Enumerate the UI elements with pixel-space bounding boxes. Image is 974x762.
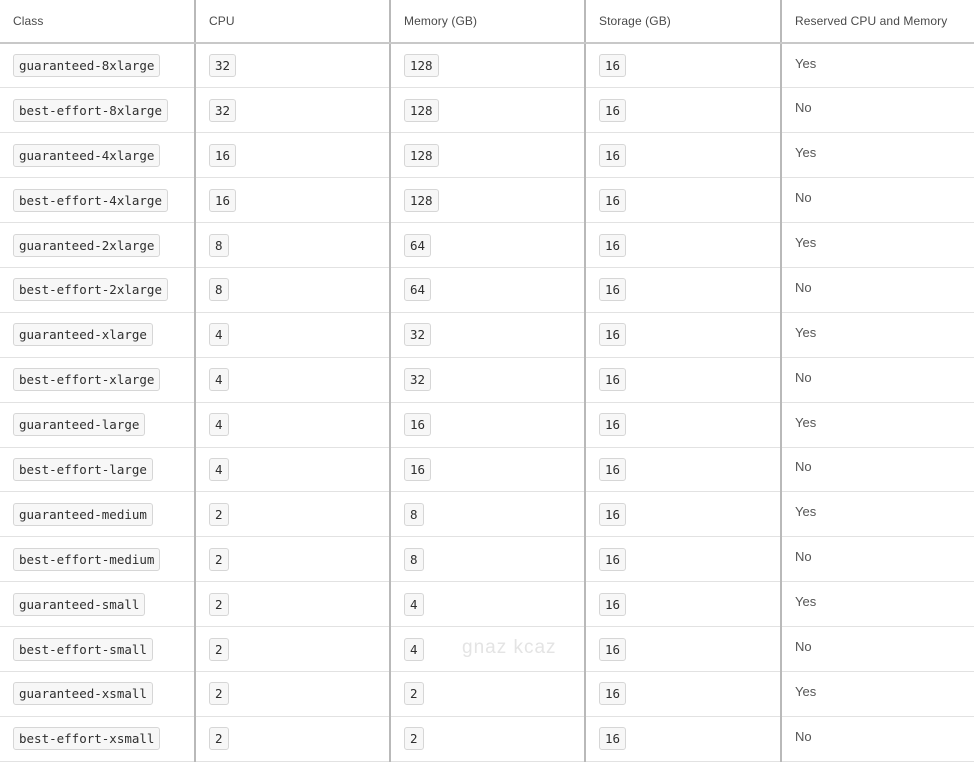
memory-cell xyxy=(390,312,585,357)
storage-value-chip: 16 xyxy=(599,234,626,257)
reserved-value: Yes xyxy=(795,683,817,699)
table-row xyxy=(0,267,974,312)
column-header-storage: Storage (GB) xyxy=(585,0,781,43)
table-row xyxy=(0,447,974,492)
memory-value-chip: 16 xyxy=(404,458,431,481)
reserved-value: Yes xyxy=(795,594,817,610)
memory-value-chip: 2 xyxy=(404,727,424,750)
memory-value-chip: 2 xyxy=(404,682,424,705)
cpu-cell xyxy=(195,447,390,492)
storage-cell xyxy=(585,627,781,672)
reserved-value: Yes xyxy=(795,235,817,250)
cpu-value-chip: 2 xyxy=(209,638,229,661)
memory-cell xyxy=(390,671,585,716)
table-row xyxy=(0,357,974,402)
class-value-chip: best-effort-4xlarge xyxy=(13,189,168,212)
reserved-cell xyxy=(781,312,974,357)
cpu-cell xyxy=(195,671,390,716)
table-row xyxy=(0,43,974,88)
table-row xyxy=(0,627,974,672)
cpu-value-chip: 2 xyxy=(209,593,229,616)
class-value-chip: guaranteed-xsmall xyxy=(13,682,153,705)
storage-value-chip: 16 xyxy=(599,458,626,481)
memory-cell xyxy=(390,223,585,268)
memory-cell xyxy=(390,582,585,627)
cpu-value-chip: 32 xyxy=(209,54,236,77)
memory-value-chip: 8 xyxy=(404,548,424,571)
reserved-cell xyxy=(781,537,974,582)
memory-value-chip: 128 xyxy=(404,144,439,167)
memory-cell xyxy=(390,43,585,88)
reserved-value: Yes xyxy=(795,145,817,161)
table-row xyxy=(0,223,974,268)
cpu-cell xyxy=(195,582,390,627)
memory-cell xyxy=(390,88,585,133)
reserved-value: No xyxy=(795,639,812,655)
class-value-chip: guaranteed-xlarge xyxy=(13,323,153,346)
memory-cell xyxy=(390,537,585,582)
cpu-value-chip: 16 xyxy=(209,144,236,167)
reserved-cell xyxy=(781,671,974,716)
class-cell xyxy=(0,716,195,761)
storage-value-chip: 16 xyxy=(599,99,626,122)
class-value-chip: best-effort-2xlarge xyxy=(13,278,168,301)
column-header-reserved: Reserved CPU and Memory xyxy=(781,0,974,43)
storage-cell xyxy=(585,312,781,357)
class-value-chip: best-effort-small xyxy=(13,638,153,661)
cpu-cell xyxy=(195,267,390,312)
reserved-cell xyxy=(781,178,974,223)
reserved-value: No xyxy=(795,549,812,565)
column-header-class: Class xyxy=(0,0,195,43)
class-cell xyxy=(0,88,195,133)
reserved-value: Yes xyxy=(795,414,817,430)
cpu-cell xyxy=(195,223,390,268)
cpu-value-chip: 4 xyxy=(209,323,229,346)
class-cell xyxy=(0,267,195,312)
table-row xyxy=(0,582,974,627)
memory-cell xyxy=(390,716,585,761)
cpu-value-chip: 8 xyxy=(209,278,229,301)
class-value-chip: guaranteed-2xlarge xyxy=(13,234,160,257)
cpu-value-chip: 2 xyxy=(209,503,229,526)
memory-value-chip: 128 xyxy=(404,189,439,212)
cpu-cell xyxy=(195,357,390,402)
memory-value-chip: 64 xyxy=(404,234,431,257)
reserved-cell xyxy=(781,267,974,312)
class-value-chip: best-effort-xsmall xyxy=(13,727,160,750)
table-row xyxy=(0,88,974,133)
reserved-cell xyxy=(781,716,974,761)
cpu-cell xyxy=(195,492,390,537)
class-value-chip: guaranteed-8xlarge xyxy=(13,54,160,77)
reserved-value: Yes xyxy=(795,324,817,340)
class-cell xyxy=(0,582,195,627)
cpu-cell xyxy=(195,716,390,761)
storage-cell xyxy=(585,447,781,492)
reserved-value: Yes xyxy=(795,504,817,520)
reserved-value: No xyxy=(795,279,812,295)
cpu-cell xyxy=(195,537,390,582)
storage-cell xyxy=(585,178,781,223)
cpu-value-chip: 2 xyxy=(209,727,229,750)
storage-cell xyxy=(585,223,781,268)
reserved-cell xyxy=(781,43,974,88)
storage-cell xyxy=(585,133,781,178)
storage-value-chip: 16 xyxy=(599,638,626,661)
class-value-chip: best-effort-8xlarge xyxy=(13,99,168,122)
class-cell xyxy=(0,133,195,178)
class-value-chip: best-effort-large xyxy=(13,458,153,481)
storage-cell xyxy=(585,43,781,88)
table-row xyxy=(0,671,974,716)
storage-value-chip: 16 xyxy=(599,54,626,77)
memory-value-chip: 128 xyxy=(404,54,439,77)
storage-value-chip: 16 xyxy=(599,413,626,436)
reserved-value: No xyxy=(795,728,812,744)
storage-value-chip: 16 xyxy=(599,189,626,212)
table-row xyxy=(0,402,974,447)
reserved-cell xyxy=(781,223,974,268)
table-header xyxy=(0,0,974,43)
storage-cell xyxy=(585,357,781,402)
class-value-chip: guaranteed-4xlarge xyxy=(13,144,160,167)
cpu-value-chip: 4 xyxy=(209,413,229,436)
class-value-chip: best-effort-medium xyxy=(13,548,160,571)
table-row xyxy=(0,178,974,223)
storage-value-chip: 16 xyxy=(599,503,626,526)
class-cell xyxy=(0,43,195,88)
storage-value-chip: 16 xyxy=(599,593,626,616)
storage-cell xyxy=(585,582,781,627)
header-row xyxy=(0,0,974,43)
memory-value-chip: 16 xyxy=(404,413,431,436)
reserved-cell xyxy=(781,357,974,402)
memory-cell xyxy=(390,267,585,312)
reserved-cell xyxy=(781,492,974,537)
cpu-value-chip: 32 xyxy=(209,99,236,122)
reserved-cell xyxy=(781,88,974,133)
memory-cell xyxy=(390,447,585,492)
memory-cell xyxy=(390,178,585,223)
class-cell xyxy=(0,537,195,582)
table-row xyxy=(0,537,974,582)
memory-cell xyxy=(390,133,585,178)
memory-cell xyxy=(390,627,585,672)
class-cell xyxy=(0,312,195,357)
storage-value-chip: 16 xyxy=(599,682,626,705)
cpu-value-chip: 2 xyxy=(209,682,229,705)
watermark: gnaz kcaz xyxy=(462,637,557,658)
class-cell xyxy=(0,627,195,672)
memory-value-chip: 32 xyxy=(404,323,431,346)
storage-cell xyxy=(585,716,781,761)
memory-value-chip: 128 xyxy=(404,99,439,122)
reserved-value: Yes xyxy=(795,55,817,71)
class-value-chip: best-effort-xlarge xyxy=(13,368,160,391)
memory-value-chip: 4 xyxy=(404,593,424,616)
storage-cell xyxy=(585,492,781,537)
storage-value-chip: 16 xyxy=(599,144,626,167)
cpu-value-chip: 2 xyxy=(209,548,229,571)
cpu-value-chip: 8 xyxy=(209,234,229,257)
storage-cell xyxy=(585,88,781,133)
table-row xyxy=(0,492,974,537)
storage-value-chip: 16 xyxy=(599,278,626,301)
table-row xyxy=(0,312,974,357)
reserved-value: No xyxy=(795,100,812,116)
reserved-value: No xyxy=(795,369,812,385)
storage-value-chip: 16 xyxy=(599,548,626,571)
storage-cell xyxy=(585,267,781,312)
class-value-chip: guaranteed-medium xyxy=(13,503,153,526)
class-cell xyxy=(0,178,195,223)
storage-value-chip: 16 xyxy=(599,368,626,391)
memory-value-chip: 4 xyxy=(404,638,424,661)
reserved-cell xyxy=(781,627,974,672)
memory-value-chip: 8 xyxy=(404,503,424,526)
cpu-cell xyxy=(195,402,390,447)
storage-cell xyxy=(585,402,781,447)
class-cell xyxy=(0,402,195,447)
memory-cell xyxy=(390,357,585,402)
cpu-value-chip: 4 xyxy=(209,458,229,481)
class-cell xyxy=(0,357,195,402)
reserved-cell xyxy=(781,133,974,178)
reserved-value: No xyxy=(795,190,812,206)
table-row xyxy=(0,133,974,178)
class-cell xyxy=(0,223,195,268)
cpu-cell xyxy=(195,178,390,223)
storage-cell xyxy=(585,537,781,582)
reserved-cell xyxy=(781,402,974,447)
cpu-value-chip: 4 xyxy=(209,368,229,391)
memory-value-chip: 64 xyxy=(404,278,431,301)
reserved-cell xyxy=(781,582,974,627)
class-cell xyxy=(0,492,195,537)
memory-cell xyxy=(390,492,585,537)
memory-cell xyxy=(390,402,585,447)
column-header-cpu: CPU xyxy=(195,0,390,43)
table-body xyxy=(0,43,974,761)
memory-value-chip: 32 xyxy=(404,368,431,391)
storage-value-chip: 16 xyxy=(599,323,626,346)
class-cell xyxy=(0,671,195,716)
class-value-chip: guaranteed-small xyxy=(13,593,145,616)
class-cell xyxy=(0,447,195,492)
cpu-value-chip: 16 xyxy=(209,189,236,212)
cpu-cell xyxy=(195,627,390,672)
storage-value-chip: 16 xyxy=(599,727,626,750)
reserved-cell xyxy=(781,447,974,492)
table-row xyxy=(0,716,974,761)
storage-cell xyxy=(585,671,781,716)
cpu-cell xyxy=(195,133,390,178)
class-value-chip: guaranteed-large xyxy=(13,413,145,436)
cpu-cell xyxy=(195,43,390,88)
column-header-memory: Memory (GB) xyxy=(390,0,585,43)
cpu-cell xyxy=(195,88,390,133)
cpu-cell xyxy=(195,312,390,357)
reserved-value: No xyxy=(795,459,812,475)
